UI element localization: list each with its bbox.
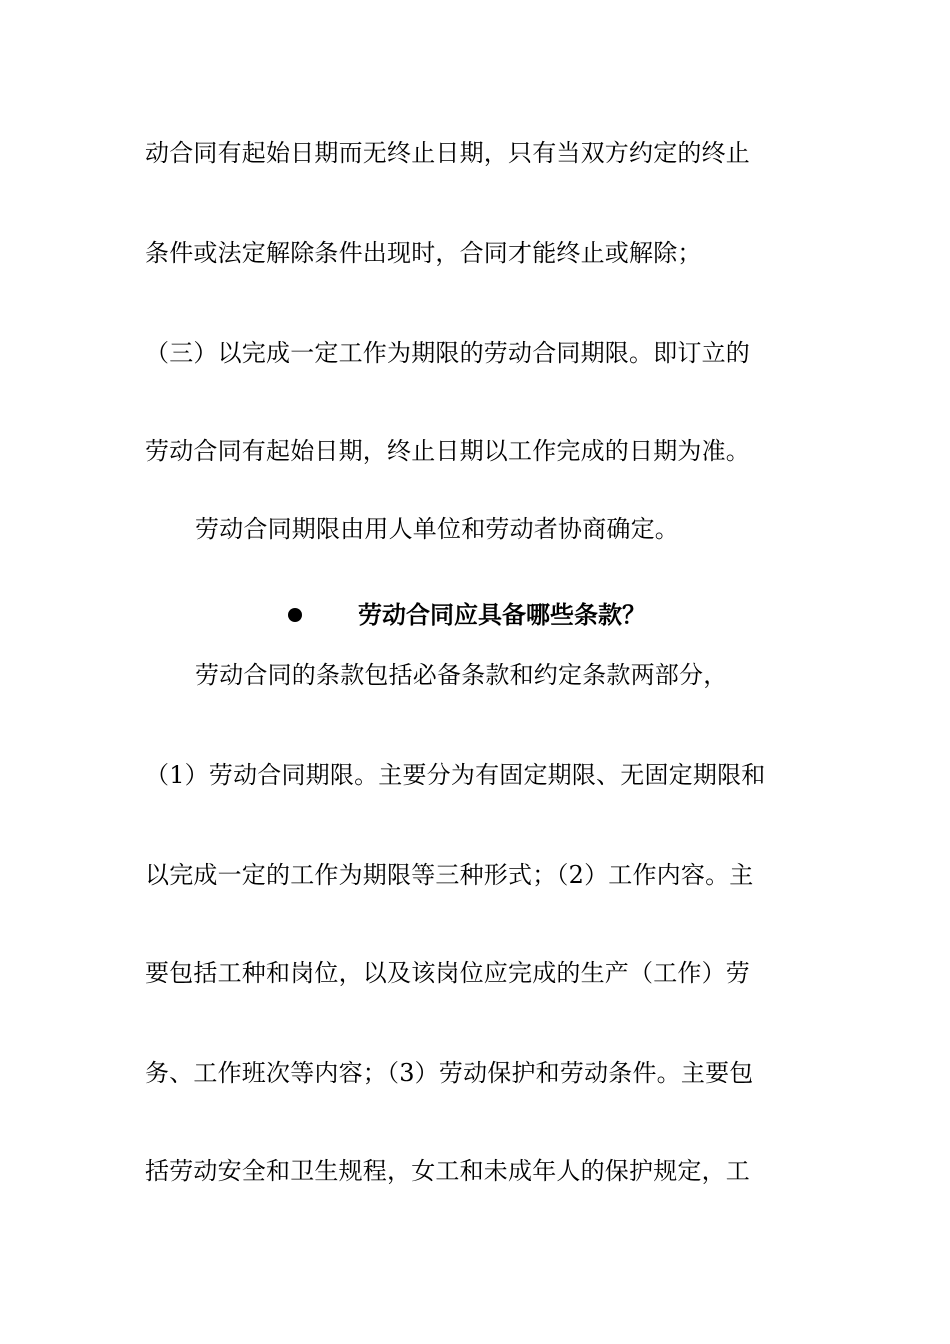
paragraph-line-2: 条件或法定解除条件出现时，合同才能终止或解除；	[145, 239, 702, 267]
paragraph-line-5: 劳动合同期限由用人单位和劳动者协商确定。	[195, 515, 679, 543]
paragraph-line-6: 劳动合同的条款包括必备条款和约定条款两部分，	[195, 661, 728, 689]
paragraph-line-4: 劳动合同有起始日期，终止日期以工作完成的日期为准。	[145, 437, 750, 465]
section-heading	[288, 598, 646, 632]
paragraph-line-10: 务、工作班次等内容；（3）劳动保护和劳动条件。主要包	[145, 1059, 754, 1087]
paragraph-line-3: （三）以完成一定工作为期限的劳动合同期限。即订立的	[145, 339, 750, 367]
section-heading-text: 劳动合同应具备哪些条款？	[358, 600, 646, 629]
bullet-icon	[288, 608, 302, 622]
paragraph-line-8: 以完成一定的工作为期限等三种形式；（2）工作内容。主	[145, 861, 754, 889]
paragraph-line-1: 动合同有起始日期而无终止日期，只有当双方约定的终止	[145, 139, 750, 167]
paragraph-line-11: 括劳动安全和卫生规程，女工和未成年人的保护规定，工	[145, 1157, 750, 1185]
paragraph-line-9: 要包括工种和岗位，以及该岗位应完成的生产（工作）劳	[145, 959, 750, 987]
paragraph-line-7: （1）劳动合同期限。主要分为有固定期限、无固定期限和	[145, 761, 766, 789]
